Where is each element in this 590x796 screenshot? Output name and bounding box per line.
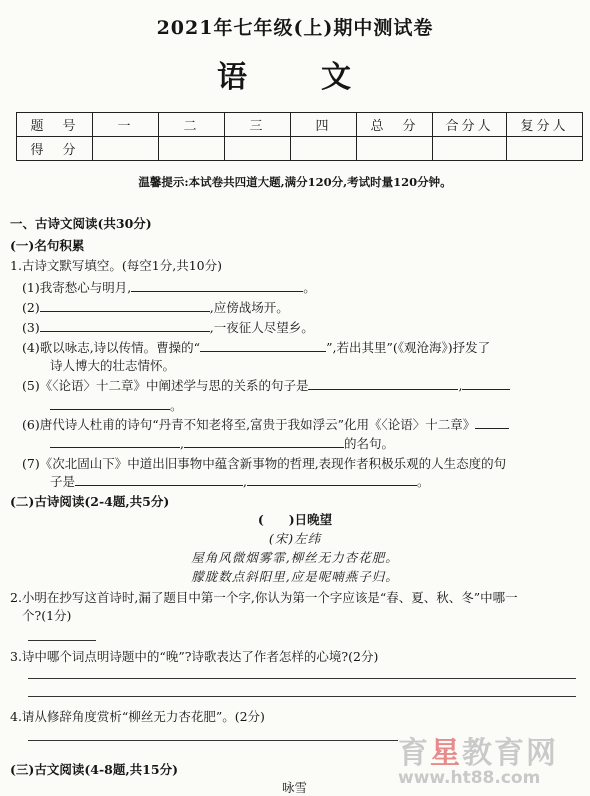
- q1-line-7-cont: 子是 , 。: [50, 474, 430, 489]
- score-header-reviewer: 复分人: [507, 113, 583, 137]
- score-header-part2: 二: [159, 113, 225, 137]
- poem-title: ( )日晚望: [257, 512, 333, 527]
- q2-answer-line[interactable]: [28, 640, 96, 641]
- score-header-part1: 一: [93, 113, 159, 137]
- q1-line-1: (1)我寄愁心与明月, 。: [22, 280, 316, 295]
- watermark-url: www.ht88.com: [398, 768, 541, 788]
- answer-blank[interactable]: [475, 415, 509, 429]
- answer-blank[interactable]: [75, 472, 243, 486]
- score-cell[interactable]: [159, 137, 225, 161]
- answer-blank[interactable]: [200, 338, 326, 352]
- q4-answer-line[interactable]: [28, 740, 398, 741]
- question-2-prompt-cont: 个?(1分): [22, 608, 72, 623]
- subsection-2-title: (二)古诗阅读(2-4题,共5分): [10, 494, 170, 509]
- answer-blank[interactable]: [131, 278, 303, 292]
- score-header-scorer: 合分人: [433, 113, 507, 137]
- watermark-logo: 育星教育网: [398, 736, 558, 771]
- score-row-label: 得 分: [17, 137, 93, 161]
- score-table: [16, 112, 583, 161]
- score-cell[interactable]: [225, 137, 291, 161]
- answer-blank[interactable]: [308, 376, 458, 390]
- score-cell[interactable]: [93, 137, 159, 161]
- q1-line-6-cont: , 的名句。: [50, 434, 394, 452]
- q1-line-5: (5)《〈论语〉十二章》中阐述学与思的关系的句子是 ,: [22, 376, 510, 394]
- q1-line-5-cont: 。: [50, 396, 183, 414]
- subsection-1-title: (一)名句积累: [10, 238, 85, 253]
- answer-blank[interactable]: [50, 434, 180, 448]
- q1-line-6: (6)唐代诗人杜甫的诗句“丹青不知老将至,富贵于我如浮云”化用《〈论语〉十二章》: [22, 415, 509, 433]
- page-title: 2021年七年级(上)期中测试卷: [156, 17, 434, 39]
- question-3-prompt: 3.诗中哪个词点明诗题中的“晚”?诗歌表达了作者怎样的心境?(2分): [10, 649, 379, 664]
- question-4-prompt: 4.请从修辞角度赏析“柳丝无力杏花肥”。(2分): [10, 709, 265, 724]
- q3-answer-line[interactable]: [28, 696, 576, 697]
- score-cell[interactable]: [291, 137, 357, 161]
- q1-line-4: (4)歌以咏志,诗以传情。曹操的“ ”,若出其里”(《观沧海》)抒发了: [22, 340, 491, 355]
- watermark: [398, 728, 588, 788]
- subsection-3-title: (三)古文阅读(4-8题,共15分): [10, 762, 178, 777]
- answer-blank[interactable]: [50, 396, 170, 410]
- question-2-prompt: 2.小明在抄写这首诗时,漏了题目中第一个字,你认为第一个字应该是“春、夏、秋、冬”中哪一: [10, 590, 518, 605]
- score-cell[interactable]: [433, 137, 507, 161]
- exam-tip: 温馨提示:本试卷共四道大题,满分120分,考试时量120分钟。: [138, 175, 452, 189]
- poem-author: (宋)左纬: [268, 531, 322, 546]
- answer-blank[interactable]: [247, 472, 417, 486]
- score-header-total: 总 分: [357, 113, 433, 137]
- score-table-header-row: [17, 113, 583, 137]
- score-cell[interactable]: [357, 137, 433, 161]
- score-header-part3: 三: [225, 113, 291, 137]
- poem-line-2: 朦胧数点斜阳里,应是呢喃燕子归。: [191, 569, 399, 584]
- answer-blank[interactable]: [40, 318, 210, 332]
- subject-title: 语 文: [217, 60, 373, 95]
- q1-line-7: (7)《次北固山下》中道出旧事物中蕴含新事物的哲理,表现作者积极乐观的人生态度的句: [22, 456, 507, 471]
- score-table-score-row: [17, 137, 583, 161]
- score-header-label: 题 号: [17, 113, 93, 137]
- score-cell[interactable]: [507, 137, 583, 161]
- question-1-prompt: 1.古诗文默写填空。(每空1分,共10分): [10, 258, 223, 273]
- score-header-part4: 四: [291, 113, 357, 137]
- answer-blank[interactable]: [184, 434, 344, 448]
- answer-blank[interactable]: [40, 298, 210, 312]
- q1-line-3: (3) ,一夜征人尽望乡。: [22, 320, 314, 335]
- next-passage-title: 咏雪: [282, 780, 308, 795]
- q1-line-2: (2) ,应傍战场开。: [22, 300, 289, 315]
- q1-line-4-cont: 诗人博大的壮志情怀。: [50, 358, 176, 373]
- poem-line-1: 屋角风微烟雾霏,柳丝无力杏花肥。: [191, 550, 399, 565]
- section-1-title: 一、古诗文阅读(共30分): [10, 216, 152, 231]
- answer-blank[interactable]: [462, 376, 510, 390]
- q3-answer-line[interactable]: [28, 678, 576, 679]
